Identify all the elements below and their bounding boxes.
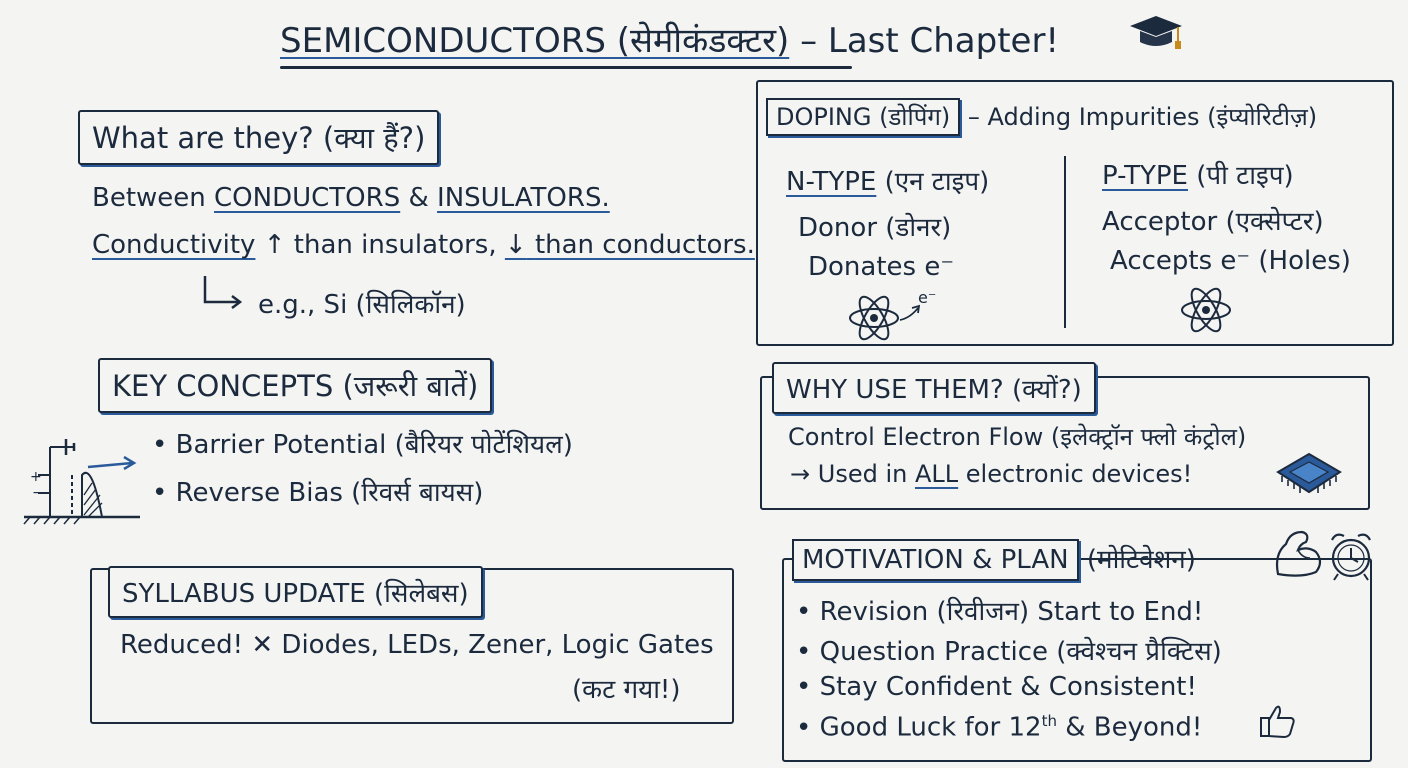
motivation-heading-hi: (मोटिवेशन) [1086, 545, 1196, 575]
ptype-title-en: P-TYPE [1102, 161, 1188, 191]
ntype-line1: Donor (डोनर) [798, 213, 952, 243]
what-insulators: INSULATORS. [437, 183, 610, 213]
what-line2-end-wrap [505, 230, 755, 260]
syllabus-reduced: Reduced! [120, 630, 244, 660]
motivation-heading-label: MOTIVATION & PLAN [792, 539, 1079, 581]
corner-arrow-icon [202, 274, 244, 310]
flexed-arm-icon [1272, 524, 1328, 580]
diode-junction-icon [22, 435, 142, 525]
what-line2 [92, 230, 755, 260]
key-item-reverse: • Reverse Bias (रिवर्स बायस) [152, 473, 483, 509]
title-suffix: – Last Chapter! [800, 21, 1060, 61]
atom-acceptor-icon [1178, 284, 1234, 336]
motivation-heading [792, 540, 1196, 576]
ntype-title-en: N-TYPE [786, 167, 877, 197]
goodluck-sup: th [1041, 712, 1057, 730]
syllabus-items: Diodes, LEDs, Zener, Logic Gates [281, 630, 714, 660]
key-heading: KEY CONCEPTS (जरूरी बातें) [98, 358, 492, 413]
what-line2-end: than conductors. [534, 230, 755, 260]
svg-text:−: − [32, 485, 44, 501]
what-heading: What are they? (क्या हैं?) [78, 110, 439, 165]
why-heading: WHY USE THEM? (क्यों?) [772, 362, 1096, 414]
doping-heading-label: DOPING (डोपिंग) [766, 98, 960, 136]
atom-donor-icon [846, 292, 902, 344]
what-conductors: CONDUCTORS [214, 183, 401, 213]
svg-text:+: + [30, 469, 42, 485]
syllabus-line2: (कट गया!) [572, 675, 681, 705]
ptype-title [1102, 156, 1294, 192]
page-title [280, 16, 1059, 62]
what-line1 [92, 183, 610, 213]
ntype-line2: Donates e⁻ [808, 252, 955, 282]
ntype-title-hi: (एन टाइप) [884, 167, 990, 197]
cross-icon: ✕ [251, 630, 274, 660]
motivation-item-confident: • Stay Confident & Consistent! [796, 672, 1197, 702]
why-line1: Control Electron Flow (इलेक्ट्रॉन फ्लो कंट्रोल) [788, 423, 1247, 451]
microchip-icon [1274, 450, 1344, 500]
why-line2 [790, 460, 1192, 488]
down-arrow-icon: ↓ [504, 230, 527, 260]
doping-heading-rest: – Adding Impurities (इंप्योरिटीज़) [967, 103, 1318, 131]
motivation-item-practice: • Question Practice (क्वेश्चन प्रैक्टिस) [796, 632, 1222, 668]
goodluck-pre: Good Luck for 12 [819, 712, 1042, 743]
thumbs-up-icon [1258, 700, 1298, 740]
motivation-item-goodluck [796, 712, 1202, 743]
key-item-barrier: • Barrier Potential (बैरियर पोटेंशियल) [152, 425, 573, 461]
syllabus-heading: SYLLABUS UPDATE (सिलेबस) [108, 566, 483, 618]
doping-divider [1064, 156, 1066, 328]
why-line2-pre: Used in [817, 460, 908, 488]
ntype-electron-label: e⁻ [918, 288, 937, 307]
doping-heading [766, 100, 1317, 133]
graduation-cap-icon [1128, 12, 1184, 56]
up-arrow-icon: ↑ [263, 230, 286, 260]
ptype-title-hi: (पी टाइप) [1196, 161, 1294, 191]
why-line2-post: electronic devices! [965, 460, 1193, 488]
what-example: e.g., Si (सिलिकॉन) [258, 290, 466, 320]
ntype-title [786, 162, 989, 198]
syllabus-line1 [120, 630, 714, 660]
what-amp: & [408, 183, 429, 213]
what-line2-mid: than insulators, [293, 230, 497, 260]
right-arrow-icon: → [790, 460, 811, 488]
alarm-clock-icon [1326, 528, 1376, 582]
motivation-item-revision: • Revision (रिवीजन) Start to End! [796, 592, 1203, 628]
title-main: SEMICONDUCTORS (सेमीकंडक्टर) [280, 21, 790, 61]
title-underline [280, 66, 852, 69]
ptype-line1: Acceptor (एक्सेप्टर) [1102, 207, 1324, 237]
why-line2-all: ALL [914, 460, 959, 488]
what-line1-pre: Between [92, 183, 206, 213]
goodluck-post: & Beyond! [1065, 712, 1203, 743]
what-conductivity: Conductivity [92, 230, 256, 260]
ptype-line2: Accepts e⁻ (Holes) [1110, 246, 1351, 276]
